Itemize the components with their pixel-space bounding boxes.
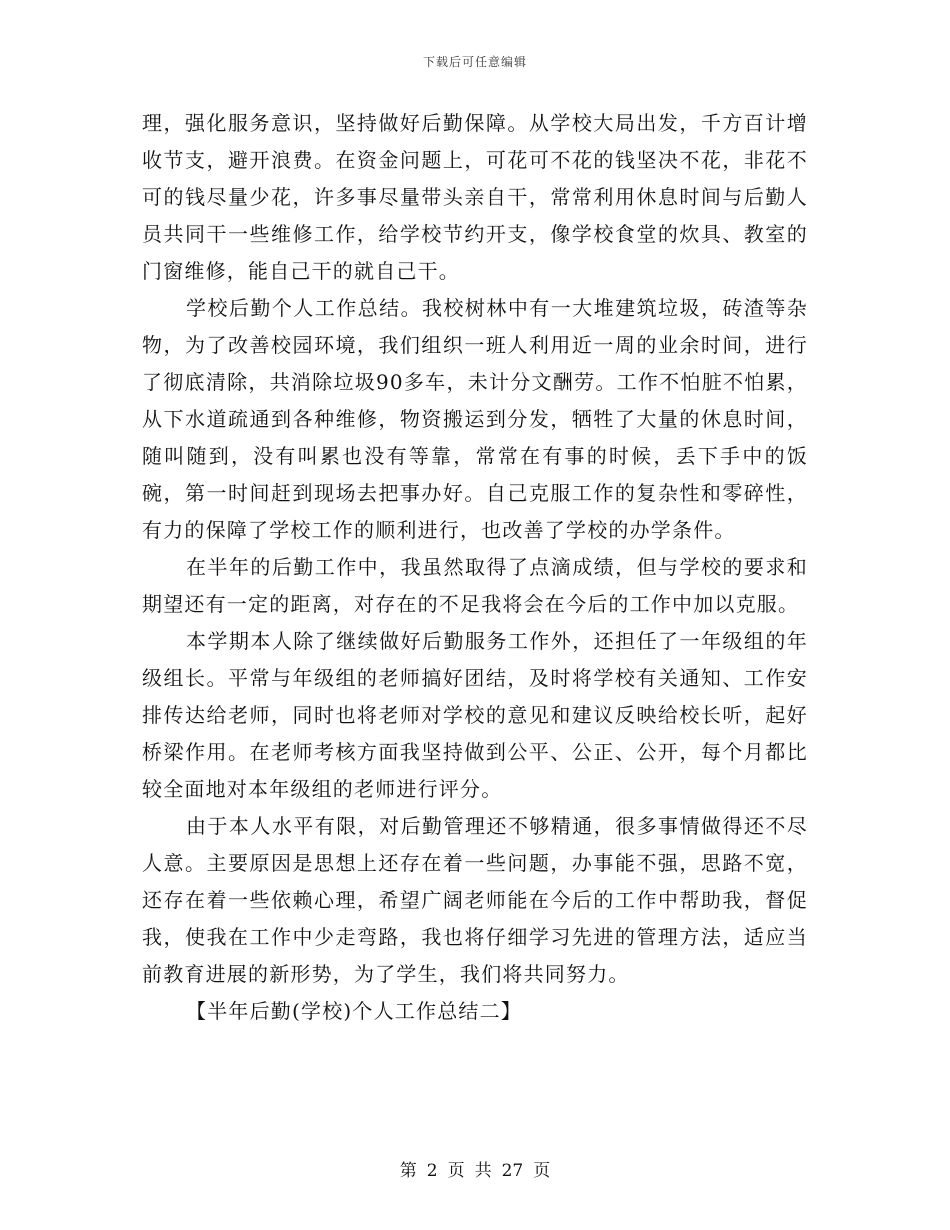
footer-page-unit: 页 — [447, 1161, 465, 1181]
paragraph-4: 本学期本人除了继续做好后勤服务工作外，还担任了一年级组的年级组长。平常与年级组的老师搞好团结，及时将学校有关通知、工作安排传达给老师，同时也将老师对学校的意见和建议反映给校长听，起好桥梁作用。在老师考核方面我坚持做到公平、公正、公开，每个月都比较全面地对本年级组的老师进行评分。 — [142, 629, 808, 801]
footer-suffix: 页 — [533, 1161, 551, 1181]
paragraph-3: 在半年的后勤工作中，我虽然取得了点滴成绩，但与学校的要求和期望还有一定的距离，对存在的不足我将会在今后的工作中加以克服。 — [142, 555, 808, 616]
paragraph-1: 理，强化服务意识，坚持做好后勤保障。从学校大局出发，千方百计增收节支，避开浪费。在资金问题上，可花可不花的钱坚决不花，非花不可的钱尽量少花，许多事尽量带头亲自干，常常利用休息时间与后勤人员共同干一些维修工作，给学校节约开支，像学校食堂的炊具、教室的门窗维修，能自己干的就自己干。 — [142, 111, 808, 283]
document-body — [142, 105, 808, 1030]
page-footer — [0, 1156, 950, 1181]
footer-page-number: 2 — [426, 1161, 438, 1181]
footer-total-pages: 27 — [501, 1161, 524, 1181]
footer-total-prefix: 共 — [474, 1161, 492, 1181]
page-header-note: 下载后可任意编辑 — [422, 55, 527, 69]
paragraph-5: 由于本人水平有限，对后勤管理还不够精通，很多事情做得还不尽人意。主要原因是思想上还存在着一些问题，办事能不强，思路不宽，还存在着一些依赖心理，希望广阔老师能在今后的工作中帮助我，督促我，使我在工作中少走弯路，我也将仔细学习先进的管理方法，适应当前教育进展的新形势，为了学生，我们将共同努力。 — [142, 814, 808, 986]
footer-prefix: 第 — [399, 1161, 417, 1181]
paragraph-2: 学校后勤个人工作总结。我校树林中有一大堆建筑垃圾，砖渣等杂物，为了改善校园环境，我们组织一班人利用近一周的业余时间，进行了彻底清除，共消除垃圾90多车，未计分文酬劳。工作不怕脏不怕累，从下水道疏通到各种维修，物资搬运到分发，牺牲了大量的休息时间，随叫随到，没有叫累也没有等靠，常常在有事的时候，丢下手中的饭碗，第一时间赶到现场去把事办好。自己克服工作的复杂性和零碎性，有力的保障了学校工作的顺利进行，也改善了学校的办学条件。 — [142, 296, 808, 542]
section-heading: 【半年后勤(学校)个人工作总结二】 — [186, 999, 523, 1023]
